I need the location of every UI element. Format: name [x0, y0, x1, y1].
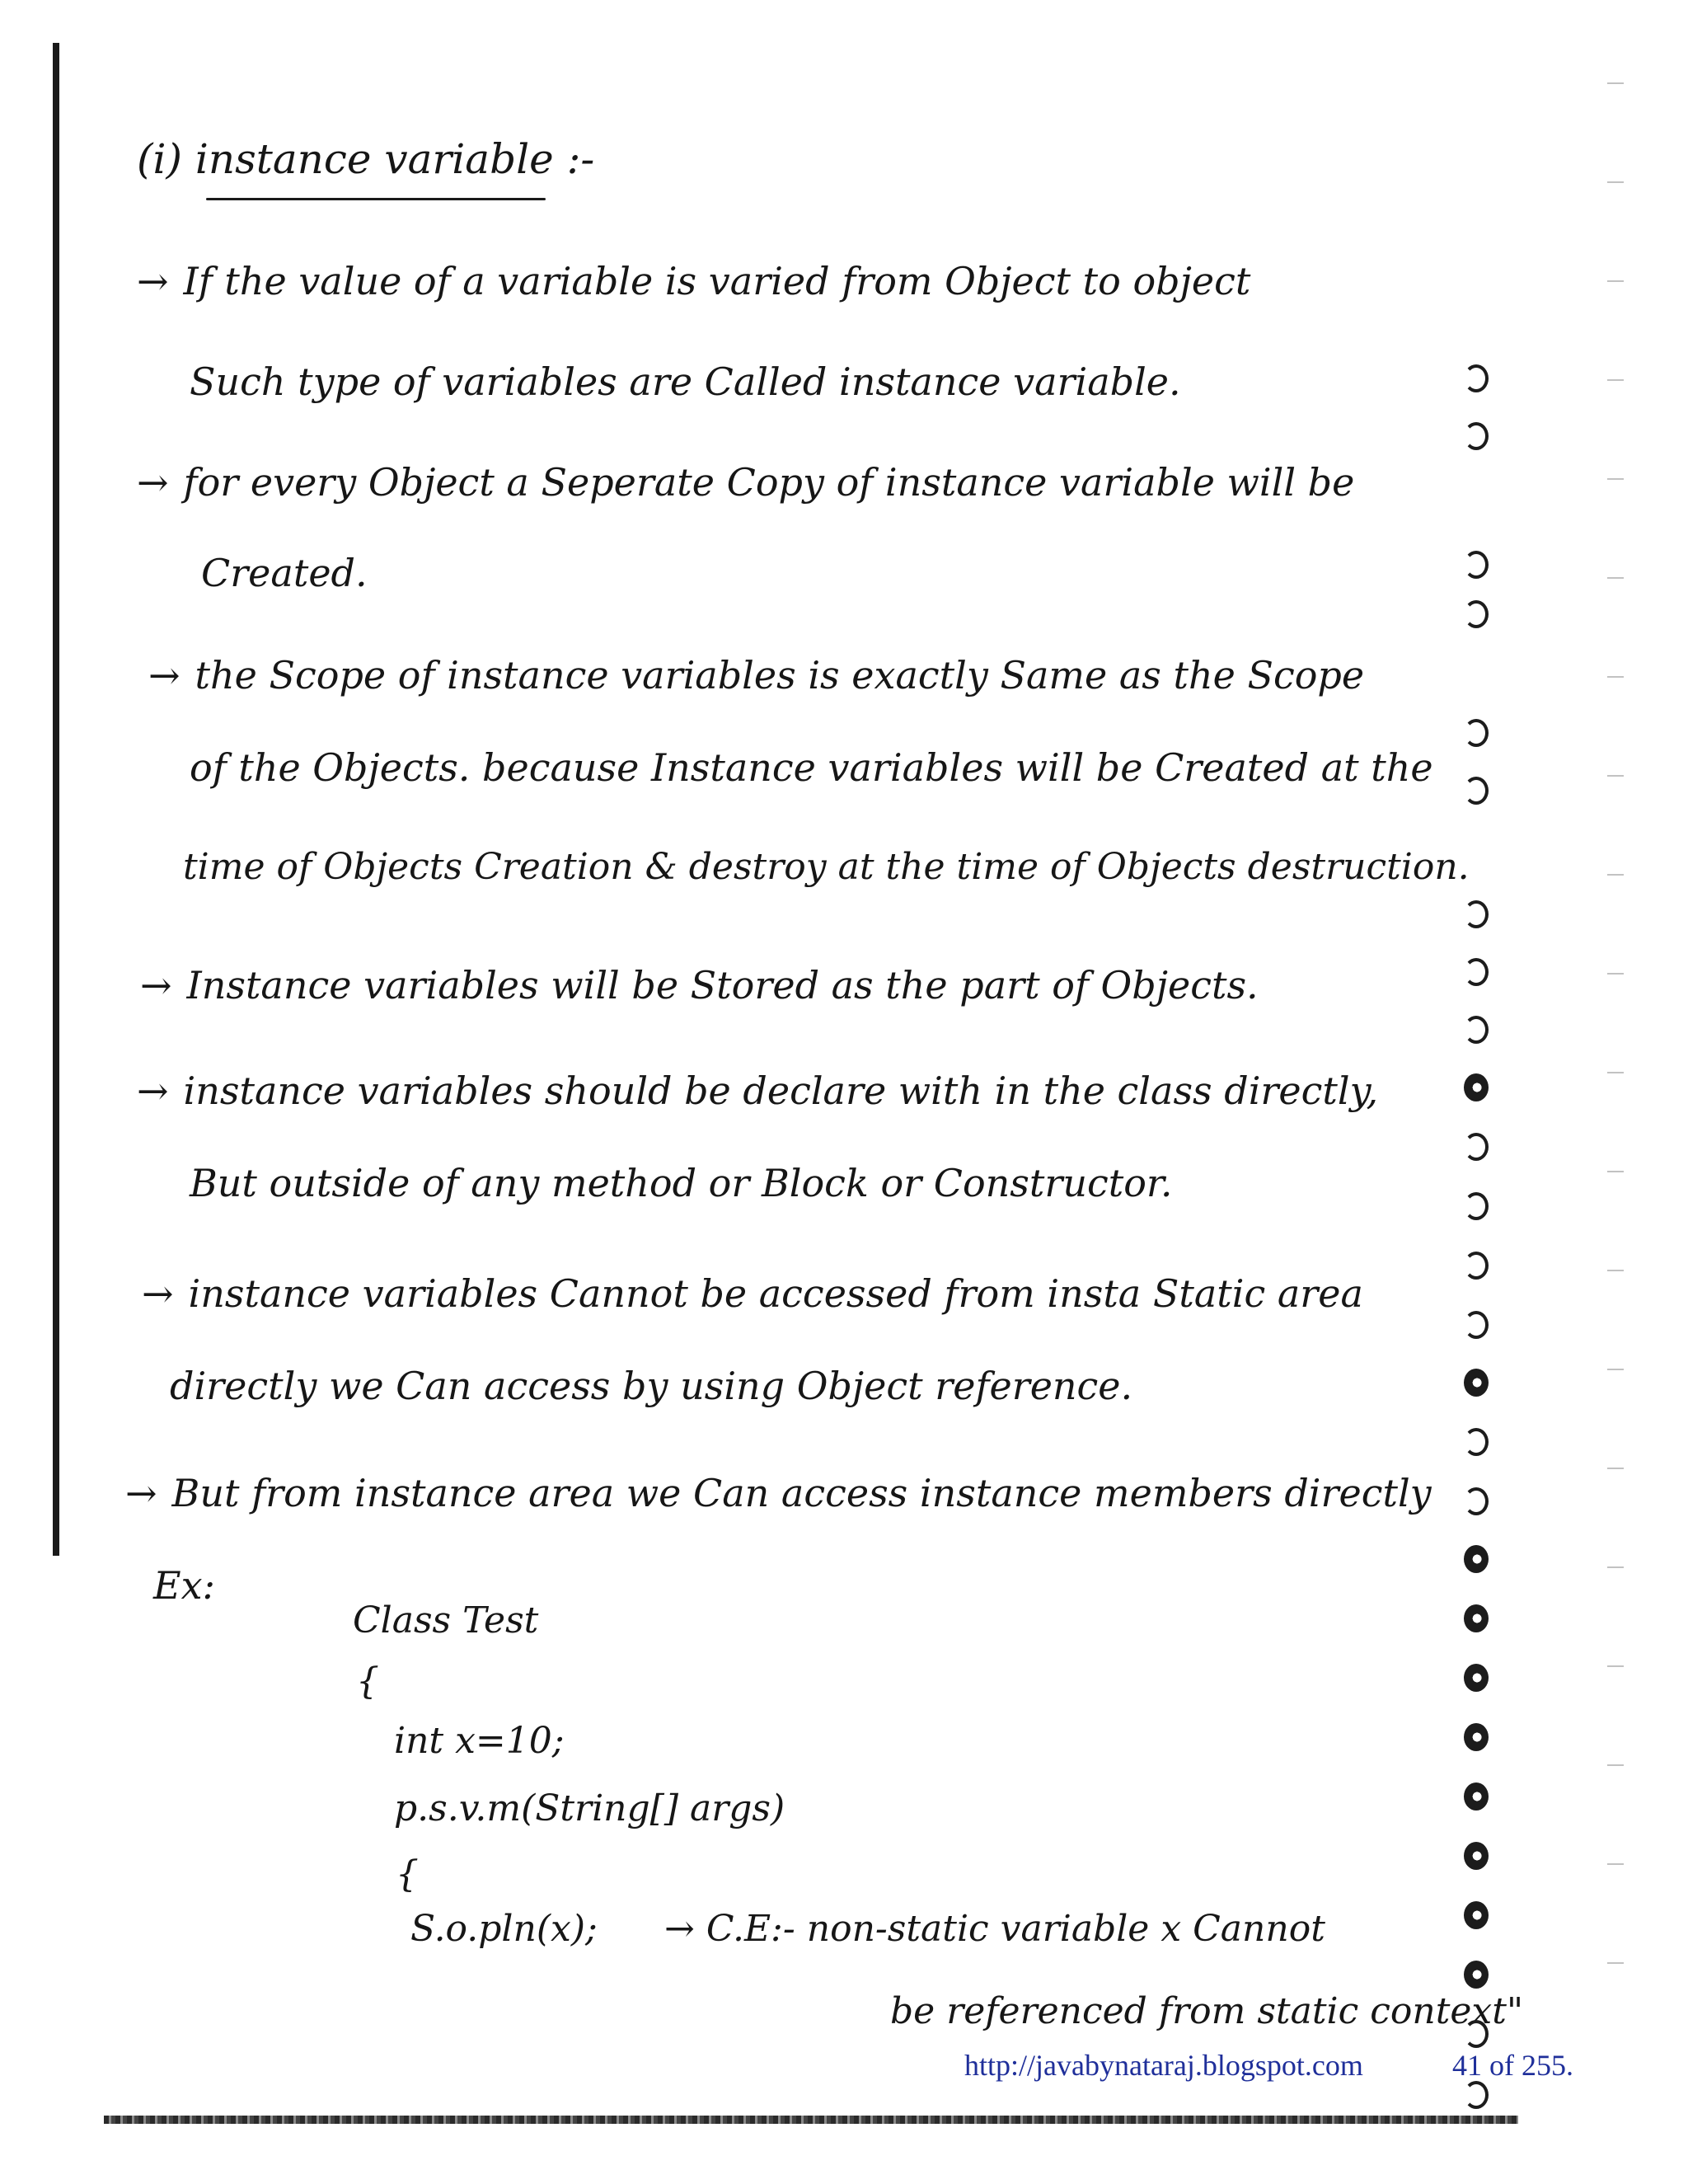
compile-error-note: → C.E:- non-static variable x Cannot: [664, 1908, 1325, 1950]
bottom-rule: [104, 2116, 1518, 2124]
bullet-line: directly we Can access by using Object reference.: [170, 1364, 1133, 1408]
bullet-line: [148, 653, 1365, 697]
binding-hole-icon: [1464, 1073, 1489, 1101]
binding-hole-icon: [1464, 1487, 1489, 1515]
code-line: int x=10;: [394, 1720, 565, 1762]
binding-hole-icon: [1464, 1604, 1489, 1632]
code-line: {: [396, 1853, 419, 1895]
binding-hole-icon: [1464, 1192, 1489, 1220]
binding-hole-icon: [1464, 1428, 1489, 1456]
code-line: S.o.pln(x);: [410, 1908, 598, 1950]
section-heading: (i) instance variable :-: [137, 135, 595, 183]
margin-line: [53, 43, 59, 1556]
arrow-icon: →: [140, 963, 172, 1007]
arrow-icon: →: [142, 1271, 174, 1316]
binding-hole-icon: [1464, 719, 1489, 747]
binding-hole-icon: [1464, 1842, 1489, 1870]
arrow-icon: →: [137, 259, 169, 303]
binding-hole-icon: [1464, 551, 1489, 579]
spiral-binding: [1464, 0, 1513, 2184]
binding-hole-icon: [1464, 1133, 1489, 1161]
bullet-text: the Scope of instance variables is exactly Same as the Scope: [195, 653, 1365, 697]
bullet-line: But outside of any method or Block or Constructor.: [190, 1161, 1173, 1205]
binding-hole-icon: [1464, 422, 1489, 450]
bullet-line: [137, 259, 1251, 303]
binding-hole-icon: [1464, 2020, 1489, 2048]
arrow-icon: →: [137, 1069, 169, 1113]
page-number: 41 of 255.: [1452, 2049, 1573, 2082]
bullet-text: instance variables Cannot be accessed from insta Static area: [188, 1271, 1363, 1316]
example-label: Ex:: [153, 1563, 216, 1608]
code-line: p.s.v.m(String[] args): [394, 1787, 785, 1829]
code-line: {: [356, 1660, 379, 1703]
binding-hole-icon: [1464, 1545, 1489, 1573]
binding-hole-icon: [1464, 958, 1489, 986]
bullet-line: [137, 1069, 1379, 1113]
binding-hole-icon: [1464, 777, 1489, 805]
binding-hole-icon: [1464, 1369, 1489, 1397]
binding-hole-icon: [1464, 600, 1489, 628]
binding-hole-icon: [1464, 1664, 1489, 1692]
binding-hole-icon: [1464, 2081, 1489, 2109]
binding-hole-icon: [1464, 1311, 1489, 1339]
compile-error-note: be referenced from static context": [890, 1990, 1524, 2032]
bullet-text: If the value of a variable is varied from Object to object: [183, 259, 1251, 303]
binding-hole-icon: [1464, 364, 1489, 392]
bullet-line: [137, 460, 1355, 505]
binding-hole-icon: [1464, 1016, 1489, 1044]
source-url: http://javabynataraj.blogspot.com: [964, 2049, 1363, 2082]
binding-hole-icon: [1464, 900, 1489, 928]
heading-underline: [206, 198, 546, 200]
page-edge-marks: [1607, 33, 1624, 2012]
bullet-line: of the Objects. because Instance variables will be Created at the: [190, 745, 1433, 790]
binding-hole-icon: [1464, 1252, 1489, 1280]
bullet-text: for every Object a Seperate Copy of instance variable will be: [183, 460, 1355, 505]
bullet-line: time of Objects Creation & destroy at the time of Objects destruction.: [183, 846, 1470, 888]
arrow-icon: →: [137, 460, 169, 505]
bullet-line: Such type of variables are Called instance variable.: [190, 359, 1181, 404]
bullet-text: instance variables should be declare with in the class directly,: [183, 1069, 1379, 1113]
bullet-line: [142, 1271, 1363, 1316]
bullet-text: Instance variables will be Stored as the part of Objects.: [186, 963, 1259, 1007]
arrow-icon: →: [125, 1471, 157, 1515]
bullet-line: Created.: [201, 551, 368, 595]
code-line: Class Test: [353, 1599, 539, 1642]
binding-hole-icon: [1464, 1961, 1489, 1989]
binding-hole-icon: [1464, 1901, 1489, 1929]
bullet-line: [140, 963, 1259, 1007]
bullet-line: [125, 1471, 1432, 1515]
arrow-icon: →: [148, 653, 181, 697]
bullet-text: But from instance area we Can access instance members directly: [171, 1471, 1432, 1515]
binding-hole-icon: [1464, 1782, 1489, 1811]
binding-hole-icon: [1464, 1723, 1489, 1751]
